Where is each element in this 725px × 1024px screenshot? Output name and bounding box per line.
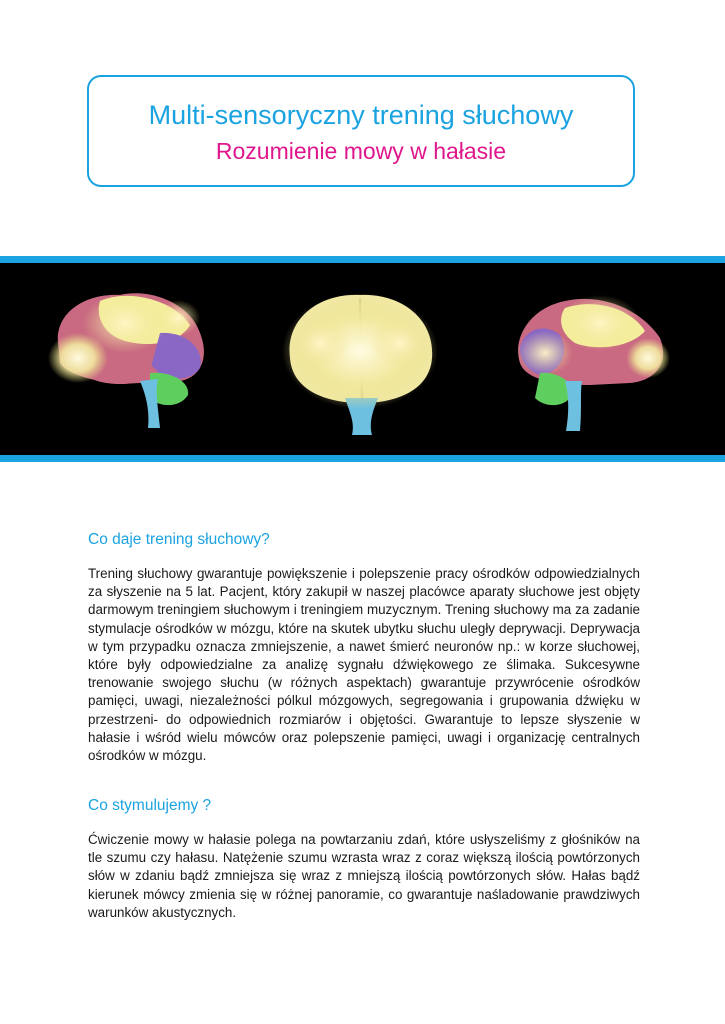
section-heading-what-gives: Co daje trening słuchowy?: [88, 531, 270, 548]
section-heading-stimulate: Co stymulujemy ?: [88, 797, 212, 814]
brain-left-view-icon: [48, 293, 204, 428]
title-box: [87, 75, 635, 187]
brain-front-view-icon: [282, 293, 438, 435]
brain-right-view-icon: [517, 295, 670, 431]
page-title: Multi-sensoryczny trening słuchowy: [148, 100, 574, 130]
section-body-what-gives: Trening słuchowy gwarantuje powiększenie i polepszenie pracy ośrodków odpowiedzialnych za słyszenie na 5 lat. Pacjent, który zakupił w naszej placówce aparaty słuchowe jest objęty darmowym treningiem słuchowym i treningiem muzycznym. Trening słuchowy ma za zadanie stymulacje ośrodków w mózgu, które na skutek ubytku słuchu uległy deprywacji. Deprywacja w tym przypadku oznacza zmniejszenie, a nawet śmierć neuronów np.: w korze słuchowej, które były odpowiedzialne za analizę sygnału dźwiękowego ze ślimaka. Sukcesywne trenowanie swojego słuchu (w różnych aspektach) gwarantuje przywrócenie ośrodków pamięci, uwagi, niezależności pólkul mózgowych, segregowania i grupowania dźwięku w przestrzeni- do odpowiednich rozmiarów i objętości. Gwarantuje to lepsze słyszenie w hałasie i wśród wielu mówców oraz polepszenie pamięci, uwagi i organizację centralnych ośrodków w mózgu.: [88, 566, 640, 764]
brain-banner: [0, 256, 725, 462]
page-subtitle: Rozumienie mowy w hałasie: [215, 138, 507, 164]
brain-banner-illustration: [0, 263, 725, 455]
section-body-stimulate: Ćwiczenie mowy w hałasie polega na powtarzaniu zdań, które usłyszeliśmy z głośników na tle szumu czy hałasu. Natężenie szumu wzrasta wraz z coraz większą ilością powtórzonych słów w zdaniu bądź zmniejsza się wraz z mniejszą ilością powtórzonych słów. Hałas bądź kierunek mówcy zmienia się w różnej panoramie, co gwarantuje naśladowanie prawdziwych warunków akustycznych.: [88, 832, 640, 920]
